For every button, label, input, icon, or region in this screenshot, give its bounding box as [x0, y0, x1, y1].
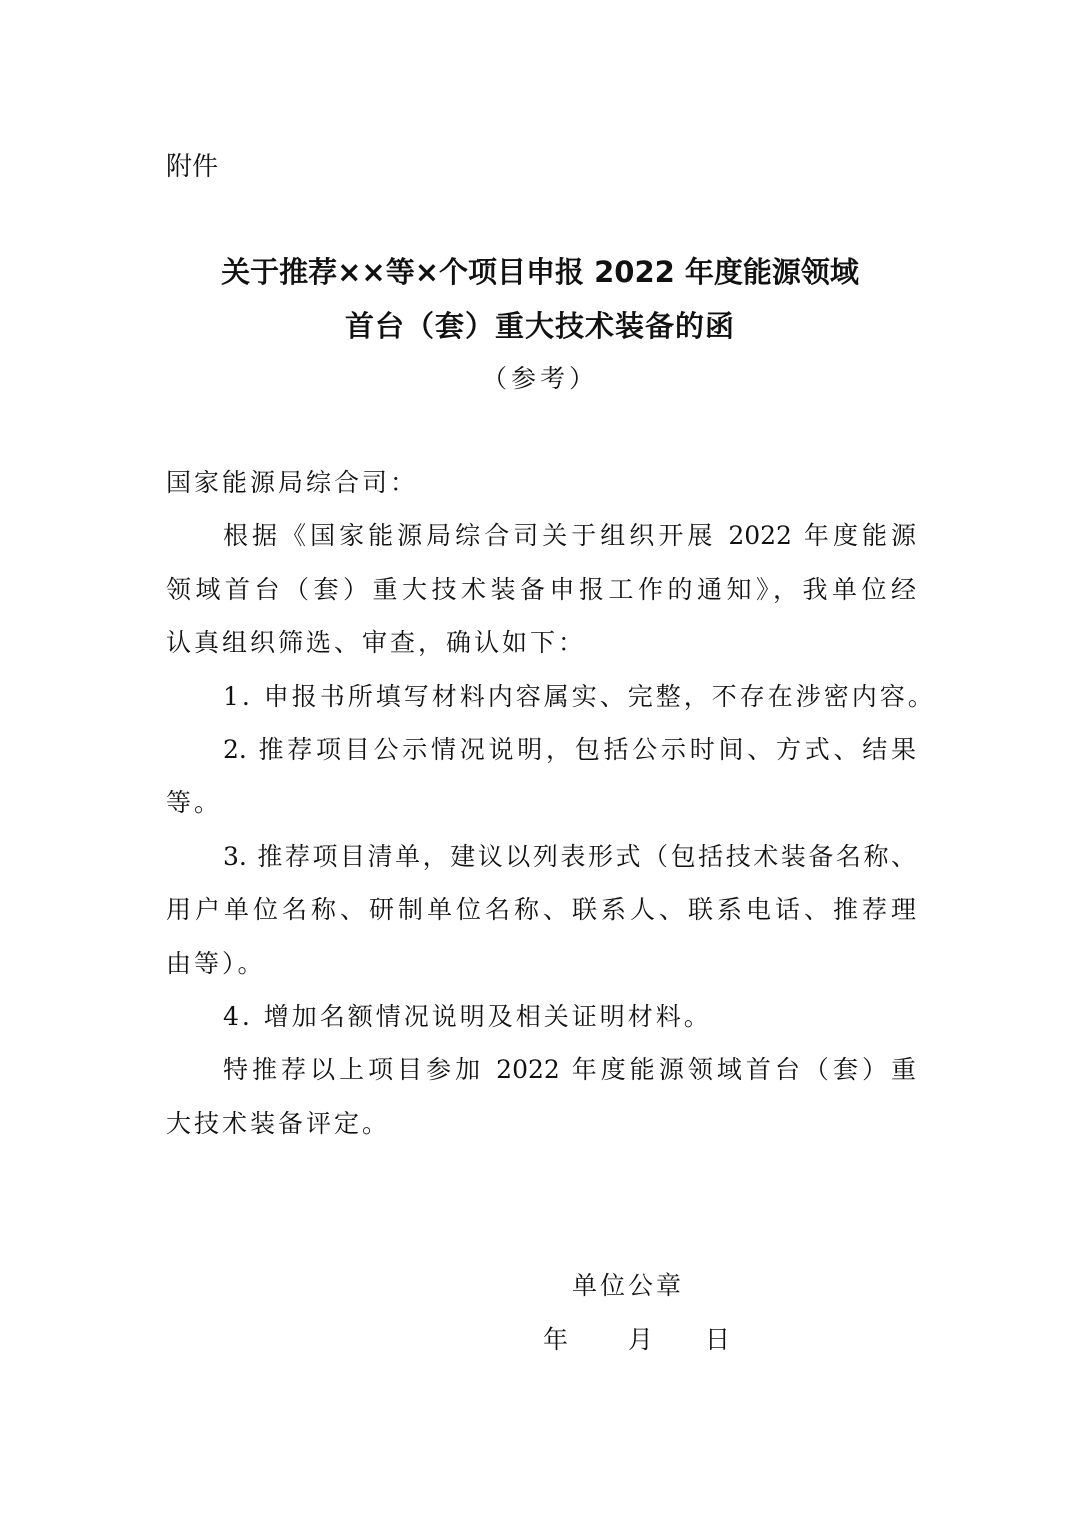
paragraph — [166, 1043, 916, 1150]
month-label: 月 — [628, 1325, 654, 1354]
paragraph-line: 1. 申报书所填写材料内容属实、完整，不存在涉密内容。 — [223, 681, 936, 711]
paragraph — [166, 670, 936, 723]
paragraph-line: 4. 增加名额情况说明及相关证明材料。 — [223, 1001, 712, 1031]
paragraph-line: 根据《国家能源局综合司关于组织开展 2022 年度能源 — [223, 521, 916, 551]
paragraph-line: 用户单位名称、研制单位名称、联系人、联系电话、推荐理 — [166, 895, 916, 925]
year-label: 年 — [543, 1325, 569, 1354]
paragraph-line: 3. 推荐项目清单，建议以列表形式（包括技术装备名称、 — [223, 841, 916, 871]
paragraph-line: 特推荐以上项目参加 2022 年度能源领域首台（套）重 — [223, 1055, 916, 1085]
unit-seal-label: 单位公章 — [572, 1271, 685, 1300]
paragraph — [166, 723, 916, 830]
document-title-line-2: 首台（套）重大技术装备的函 — [344, 309, 735, 343]
document-title-line-1: 关于推荐××等×个项目申报 2022 年度能源领域 — [221, 255, 859, 289]
letter-body — [166, 456, 936, 1150]
paragraph-line: 2. 推荐项目公示情况说明，包括公示时间、方式、结果 — [223, 734, 916, 764]
day-label: 日 — [705, 1325, 731, 1354]
paragraph-line: 认真组织筛选、审查，确认如下： — [166, 628, 587, 658]
paragraph-line: 领域首台（套）重大技术装备申报工作的通知》，我单位经 — [166, 574, 916, 604]
paragraph — [166, 990, 916, 1043]
paragraphs — [166, 509, 936, 1150]
date-line — [543, 1320, 730, 1356]
paragraph — [166, 509, 916, 669]
reference-note: （参考） — [481, 364, 598, 393]
salutation: 国家能源局综合司： — [166, 468, 419, 497]
paragraph-line: 大技术装备评定。 — [166, 1108, 391, 1138]
paragraph — [166, 830, 916, 990]
paragraph-line: 由等）。 — [166, 948, 266, 978]
paragraph-line: 等。 — [166, 788, 223, 818]
attachment-label: 附件 — [166, 152, 219, 182]
